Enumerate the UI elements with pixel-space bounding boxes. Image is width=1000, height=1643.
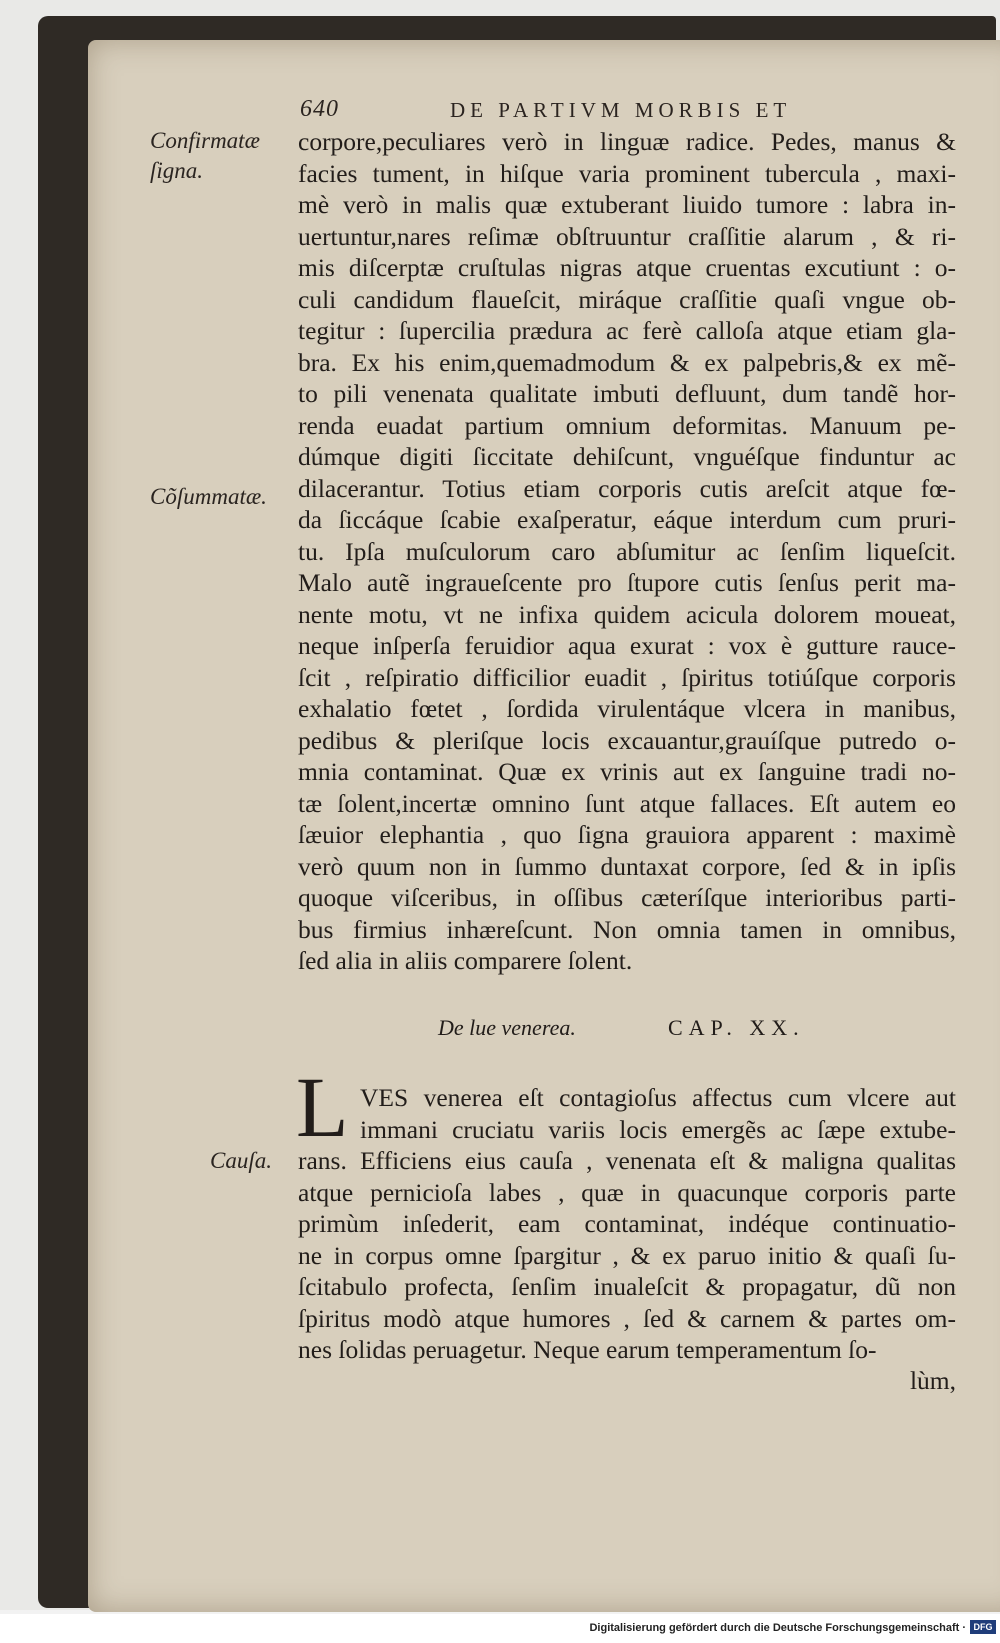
margin-note-confirmatae	[150, 126, 260, 186]
text-line: tegitur : ſupercilia prædura ac ferè calloſa atque etiam gla-	[298, 316, 956, 345]
text-line: ſcit , reſpiratio difficilior euadit , ſpiritus totiúſque corporis	[298, 662, 956, 692]
text-line: corpore,peculiares verò in linguæ radice. Pedes, manus &	[298, 127, 956, 156]
text-line: nes ſolidas peruagetur. Neque earum temperamentum ſo-	[298, 1335, 877, 1364]
text-line: bra. Ex his enim,quemadmodum & ex palpebris,& ex mẽ-	[298, 347, 956, 377]
text-line: renda euadat partium omnium deformitas. Manuum pe-	[298, 410, 956, 440]
text-line: verò quum non in ſummo duntaxat corpore, ſed & in ipſis	[298, 851, 956, 881]
text-line: mnia contaminat. Quæ ex vrinis aut ex ſanguine tradi no-	[298, 757, 956, 786]
margin-note-consummatae: Cõſummatæ.	[150, 484, 267, 509]
text-line: mè verò in malis quæ extuberant liuido tumore : labra in-	[298, 190, 956, 219]
text-line: primùm inſederit, eam contaminat, indéque continuatio-	[298, 1209, 956, 1238]
text-line: to pili venenata qualitate imbuti defluunt, dum tandẽ hor-	[298, 379, 956, 408]
text-line: ſed alia in aliis comparere ſolent.	[298, 946, 633, 975]
text-line: nente motu, vt ne infixa quidem acicula dolorem moueat,	[298, 599, 956, 629]
text-line: dilacerantur. Totius etiam corporis cutis areſcit atque fœ-	[298, 473, 956, 503]
catchword-line	[298, 1366, 956, 1396]
text-line: tu. Ipſa muſculorum caro abſumitur ac ſenſim liqueſcit.	[298, 536, 956, 566]
text-line: rans. Efficiens eius cauſa , venenata eſt & maligna qualitas	[298, 1146, 956, 1175]
text-line: atque pernicioſa labes , quæ in quacunque corporis parte	[298, 1177, 956, 1207]
text-line: pedibus & pleriſque locis excauantur,grauíſque putredo o-	[298, 725, 956, 755]
text-line: tæ ſolent,incertæ omnino ſunt atque fallaces. Eſt autem eo	[298, 788, 956, 818]
text-line: mis diſcerptæ cruſtulas nigras atque cruentas excutiunt : o-	[298, 253, 956, 282]
catchword: lùm,	[909, 1366, 956, 1395]
drop-initial: L	[296, 1059, 349, 1155]
text-line: culi candidum flaueſcit, miráque craſſitie quaſi vngue ob-	[298, 284, 956, 314]
text-line: Malo autẽ ingraueſcente pro ſtupore cutis ſenſus perit ma-	[298, 568, 956, 597]
chapter-title: De lue venerea.	[438, 1015, 576, 1040]
text-line: ne in corpus omne ſpargitur , & ex paruo initio & quaſi ſu-	[298, 1240, 956, 1270]
text-line: VES venerea eſt contagioſus affectus cum vlcere aut	[360, 1083, 956, 1112]
text-line: quoque viſceribus, in oſſibus cæteríſque interioribus parti-	[298, 883, 956, 912]
margin-note-causa: Cauſa.	[210, 1148, 272, 1173]
dfg-logo: DFG	[970, 1620, 996, 1634]
margin-note-line: Confirmatæ	[150, 128, 260, 153]
text-line: facies tument, in hiſque varia prominent tubercula , maxi-	[298, 158, 956, 188]
text-line: dúmque digiti ſiccitate dehiſcunt, vnguéſque finduntur ac	[298, 442, 956, 471]
text-line: ſpiritus modò atque humores , ſed & carnem & partes om-	[298, 1303, 956, 1333]
chapter-heading	[438, 1015, 838, 1047]
text-line: da ſiccáque ſcabie exaſperatur, eáque interdum cum pruri-	[298, 505, 956, 534]
page-number: 640	[300, 96, 339, 122]
text-line: exhalatio fœtet , ſordida virulentáque vlcera in manibus,	[298, 694, 956, 723]
text-line: bus firmius inhæreſcunt. Non omnia tamen in omnibus,	[298, 914, 956, 944]
text-line: neque inſperſa feruidior aqua exurat : vox è gutture rauce-	[298, 631, 956, 660]
chapter-number: CAP. XX.	[668, 1015, 805, 1040]
margin-note-line: ſigna.	[150, 158, 204, 183]
text-line: ſæuior elephantia , quo ſigna grauiora apparent : maximè	[298, 820, 956, 849]
text-line: uertuntur,nares reſimæ obſtruuntur craſſitie alarum , & ri-	[298, 221, 956, 251]
paragraph-elephantia	[298, 126, 956, 977]
text-line: immani cruciatu variis locis emergẽs ac ſæpe extube-	[360, 1114, 956, 1144]
running-head	[300, 96, 860, 126]
digitization-footer	[0, 1614, 1000, 1643]
funding-credit: Digitalisierung gefördert durch die Deutsche Forschungsgemeinschaft ·	[589, 1622, 966, 1634]
running-title: DE PARTIVM MORBIS ET	[450, 98, 792, 122]
paragraph-lues-venerea	[298, 1082, 956, 1366]
text-line: ſcitabulo profecta, ſenſim inualeſcit & propagatur, dũ non	[298, 1272, 956, 1301]
